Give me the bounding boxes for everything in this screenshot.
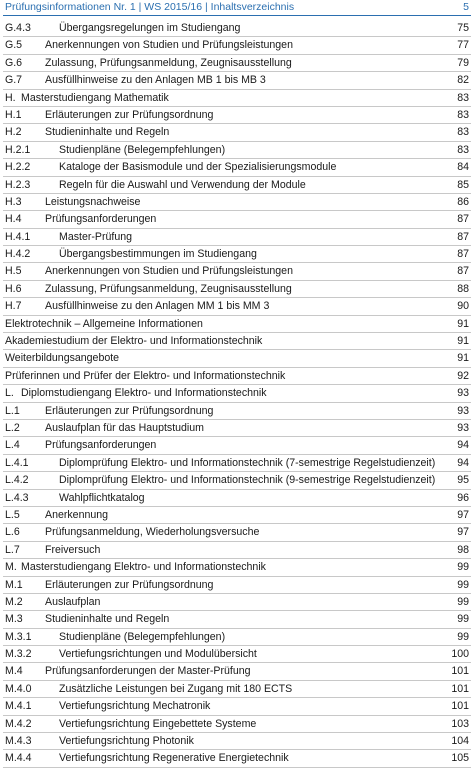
toc-entry-number: M.4.2 <box>5 717 32 730</box>
toc-entry-page: 97 <box>457 526 469 539</box>
toc-entry-number: M.3.1 <box>5 630 32 643</box>
toc-entry-page: 87 <box>457 230 469 243</box>
toc-entry-number: M.2 <box>5 595 23 608</box>
toc-entry-number: H.2.2 <box>5 161 31 174</box>
toc-entry-title: Anerkennungen von Studien und Prüfungsleistungen <box>45 265 293 278</box>
toc-entry[interactable] <box>3 577 471 594</box>
toc-entry-title: Prüferinnen und Prüfer der Elektro- und Informationstechnik <box>5 369 286 382</box>
toc-entry[interactable] <box>3 663 471 680</box>
toc-entry-title: Prüfungsanforderungen <box>45 439 157 452</box>
toc-entry[interactable] <box>3 559 471 576</box>
toc-entry-title: Erläuterungen zur Prüfungsordnung <box>45 404 214 417</box>
toc-entry[interactable] <box>3 281 471 298</box>
toc-entry-number: H.7 <box>5 300 22 313</box>
toc-entry-page: 101 <box>451 665 469 678</box>
toc-entry-title: Kataloge der Basismodule und der Spezialisierungsmodule <box>59 161 337 174</box>
toc-entry-page: 90 <box>457 300 469 313</box>
toc-entry[interactable] <box>3 611 471 628</box>
toc-entry-page: 87 <box>457 248 469 261</box>
toc-entry[interactable] <box>3 298 471 315</box>
toc-entry[interactable] <box>3 37 471 54</box>
header-title: Prüfungsinformationen Nr. 1 | WS 2015/16 | Inhaltsverzeichnis <box>5 1 295 13</box>
toc-entry[interactable] <box>3 333 471 350</box>
toc-entry-page: 88 <box>457 282 469 295</box>
page-header <box>3 0 471 16</box>
toc-entry-number: M.3 <box>5 613 23 626</box>
toc-entry-title: Regeln für die Auswahl und Verwendung der Module <box>59 178 306 191</box>
toc-entry-page: 101 <box>451 700 469 713</box>
toc-entry-number: L.1 <box>5 404 20 417</box>
toc-entry-number: H.2.3 <box>5 178 31 191</box>
toc-entry[interactable] <box>3 437 471 454</box>
toc-entry-page: 99 <box>457 578 469 591</box>
toc-entry-title: Diplomstudiengang Elektro- und Informationstechnik <box>21 387 267 400</box>
toc-entry[interactable] <box>3 246 471 263</box>
toc-entry-title: Studieninhalte und Regeln <box>45 126 170 139</box>
toc-entry[interactable] <box>3 750 471 767</box>
toc-entry-title: Anerkennungen von Studien und Prüfungsleistungen <box>45 39 293 52</box>
toc-entry-page: 83 <box>457 126 469 139</box>
toc-entry[interactable] <box>3 542 471 559</box>
toc-entry-page: 93 <box>457 404 469 417</box>
toc-entry-page: 83 <box>457 143 469 156</box>
toc-entry-title: Diplomprüfung Elektro- und Informationstechnik (7-semestrige Regelstudienzeit) <box>59 456 436 469</box>
toc-entry-page: 86 <box>457 195 469 208</box>
toc-entry-title: Studienpläne (Belegempfehlungen) <box>59 630 226 643</box>
toc-entry[interactable] <box>3 698 471 715</box>
toc-entry-title: Prüfungsanforderungen der Master-Prüfung <box>45 665 251 678</box>
toc-entry-page: 93 <box>457 421 469 434</box>
toc-entry[interactable] <box>3 211 471 228</box>
toc-entry-number: M.4.3 <box>5 735 32 748</box>
toc-entry[interactable] <box>3 403 471 420</box>
toc-entry-title: Zulassung, Prüfungsanmeldung, Zeugnisausstellung <box>45 56 292 69</box>
toc-entry[interactable] <box>3 20 471 37</box>
toc-entry-number: L.4 <box>5 439 20 452</box>
toc-entry-page: 91 <box>457 352 469 365</box>
toc-entry[interactable] <box>3 681 471 698</box>
toc-entry[interactable] <box>3 350 471 367</box>
toc-entry-title: Leistungsnachweise <box>45 195 141 208</box>
toc-entry-number: M.4.1 <box>5 700 32 713</box>
toc-entry-number: L.2 <box>5 421 20 434</box>
toc-entry-page: 100 <box>451 648 469 661</box>
toc-entry[interactable] <box>3 177 471 194</box>
toc-entry-title: Übergangsregelungen im Studiengang <box>59 22 241 34</box>
toc-entry-number: H.3 <box>5 195 22 208</box>
toc-entry-title: Studienpläne (Belegempfehlungen) <box>59 143 226 156</box>
toc-entry-page: 101 <box>451 682 469 695</box>
toc-entry-number: G.4.3 <box>5 22 31 34</box>
toc-entry-number: H.2.1 <box>5 143 31 156</box>
toc-entry-number: L.5 <box>5 508 20 521</box>
toc-entry-page: 99 <box>457 630 469 643</box>
toc-entry-number: M. <box>5 561 17 574</box>
toc-entry-page: 77 <box>457 39 469 52</box>
toc-entry-page: 85 <box>457 178 469 191</box>
toc-entry-title: Diplomprüfung Elektro- und Informationstechnik (9-semestrige Regelstudienzeit) <box>59 474 436 487</box>
toc-entry-title: Ausfüllhinweise zu den Anlagen MM 1 bis MM 3 <box>45 300 270 313</box>
toc-entry-page: 92 <box>457 369 469 382</box>
toc-entry-number: H.2 <box>5 126 22 139</box>
toc-entry-page: 96 <box>457 491 469 504</box>
toc-entry-number: L. <box>5 387 14 400</box>
toc-entry-number: H.4.2 <box>5 248 31 261</box>
toc-entry-title: Übergangsbestimmungen im Studiengang <box>59 248 257 261</box>
toc-entry-title: Master-Prüfung <box>59 230 133 243</box>
toc-entry[interactable] <box>3 646 471 663</box>
toc-entry[interactable] <box>3 716 471 733</box>
toc-entry-title: Vertiefungsrichtung Photonik <box>59 735 194 748</box>
toc-entry-number: M.1 <box>5 578 23 591</box>
toc-entry[interactable] <box>3 472 471 489</box>
toc-entry[interactable] <box>3 263 471 280</box>
toc-entry[interactable] <box>3 142 471 159</box>
toc-entry-number: M.3.2 <box>5 648 32 661</box>
toc-entry-title: Vertiefungsrichtungen und Modulübersicht <box>59 648 257 661</box>
toc-entry-title: Vertiefungsrichtung Mechatronik <box>59 700 211 713</box>
toc-entry-number: H.1 <box>5 108 22 121</box>
toc-entry[interactable] <box>3 507 471 524</box>
toc-entry[interactable] <box>3 194 471 211</box>
toc-entry[interactable] <box>3 385 471 402</box>
toc-entry-page: 87 <box>457 213 469 226</box>
toc-entry-number: G.6 <box>5 56 23 69</box>
toc-entry-number: H.4.1 <box>5 230 31 243</box>
toc-entry[interactable] <box>3 90 471 107</box>
toc-entry-page: 99 <box>457 613 469 626</box>
toc-entry-page: 83 <box>457 91 469 104</box>
toc-entry-number: M.4.0 <box>5 682 32 695</box>
table-of-contents <box>3 20 471 768</box>
toc-entry-title: Akademiestudium der Elektro- und Informationstechnik <box>5 335 263 348</box>
toc-entry-page: 82 <box>457 74 469 87</box>
toc-entry-page: 105 <box>451 752 469 765</box>
toc-entry-number: H.6 <box>5 282 22 295</box>
toc-entry-page: 103 <box>451 717 469 730</box>
toc-entry-page: 91 <box>457 317 469 330</box>
toc-entry-number: L.4.3 <box>5 491 29 504</box>
toc-entry-page: 75 <box>457 22 469 34</box>
toc-entry[interactable] <box>3 490 471 507</box>
toc-entry-number: H.4 <box>5 213 22 226</box>
toc-entry-number: G.7 <box>5 74 23 87</box>
toc-entry[interactable] <box>3 229 471 246</box>
toc-entry-number: G.5 <box>5 39 23 52</box>
toc-entry[interactable] <box>3 124 471 141</box>
toc-entry-page: 87 <box>457 265 469 278</box>
toc-entry-title: Prüfungsanforderungen <box>45 213 157 226</box>
toc-entry-page: 94 <box>457 456 469 469</box>
toc-entry-title: Freiversuch <box>45 543 101 556</box>
toc-entry-title: Studieninhalte und Regeln <box>45 613 170 626</box>
toc-entry-page: 93 <box>457 387 469 400</box>
toc-entry-page: 94 <box>457 439 469 452</box>
toc-entry-title: Masterstudiengang Mathematik <box>21 91 169 104</box>
toc-entry[interactable] <box>3 368 471 385</box>
toc-entry-title: Vertiefungsrichtung Regenerative Energietechnik <box>59 752 289 765</box>
toc-entry-title: Masterstudiengang Elektro- und Informationstechnik <box>21 561 266 574</box>
toc-entry[interactable] <box>3 72 471 89</box>
toc-entry-title: Weiterbildungsangebote <box>5 352 120 365</box>
toc-entry[interactable] <box>3 629 471 646</box>
toc-entry-number: L.4.2 <box>5 474 29 487</box>
toc-entry-number: H. <box>5 91 16 104</box>
toc-entry-page: 98 <box>457 543 469 556</box>
toc-entry-title: Vertiefungsrichtung Eingebettete Systeme <box>59 717 257 730</box>
toc-entry[interactable] <box>3 594 471 611</box>
toc-entry-title: Anerkennung <box>45 508 109 521</box>
toc-entry-number: L.7 <box>5 543 20 556</box>
toc-entry-page: 84 <box>457 161 469 174</box>
toc-entry-title: Auslaufplan <box>45 595 101 608</box>
toc-entry[interactable] <box>3 420 471 437</box>
toc-entry-number: L.4.1 <box>5 456 29 469</box>
toc-entry[interactable] <box>3 107 471 124</box>
toc-entry[interactable] <box>3 55 471 72</box>
toc-entry-number: H.5 <box>5 265 22 278</box>
toc-entry-title: Ausfüllhinweise zu den Anlagen MB 1 bis MB 3 <box>45 74 266 87</box>
toc-entry-title: Erläuterungen zur Prüfungsordnung <box>45 578 214 591</box>
toc-entry[interactable] <box>3 455 471 472</box>
toc-entry-page: 83 <box>457 108 469 121</box>
toc-entry-page: 104 <box>451 735 469 748</box>
toc-entry[interactable] <box>3 159 471 176</box>
header-page-number: 5 <box>463 1 469 13</box>
toc-entry-number: M.4 <box>5 665 23 678</box>
toc-entry-title: Zulassung, Prüfungsanmeldung, Zeugnisausstellung <box>45 282 292 295</box>
toc-entry-page: 99 <box>457 561 469 574</box>
toc-entry[interactable] <box>3 524 471 541</box>
toc-entry-page: 97 <box>457 508 469 521</box>
toc-entry-number: M.4.4 <box>5 752 32 765</box>
toc-entry-title: Prüfungsanmeldung, Wiederholungsversuche <box>45 526 260 539</box>
toc-entry-title: Erläuterungen zur Prüfungsordnung <box>45 108 214 121</box>
toc-entry-title: Auslaufplan für das Hauptstudium <box>45 421 204 434</box>
toc-entry-title: Elektrotechnik – Allgemeine Informationen <box>5 317 203 330</box>
toc-entry-page: 99 <box>457 595 469 608</box>
toc-entry-page: 95 <box>457 474 469 487</box>
toc-entry[interactable] <box>3 316 471 333</box>
toc-entry-number: L.6 <box>5 526 20 539</box>
toc-entry-page: 91 <box>457 335 469 348</box>
toc-entry-title: Wahlpflichtkatalog <box>59 491 145 504</box>
toc-entry-title: Zusätzliche Leistungen bei Zugang mit 180 ECTS <box>59 682 293 695</box>
toc-entry[interactable] <box>3 733 471 750</box>
toc-entry-page: 79 <box>457 56 469 69</box>
